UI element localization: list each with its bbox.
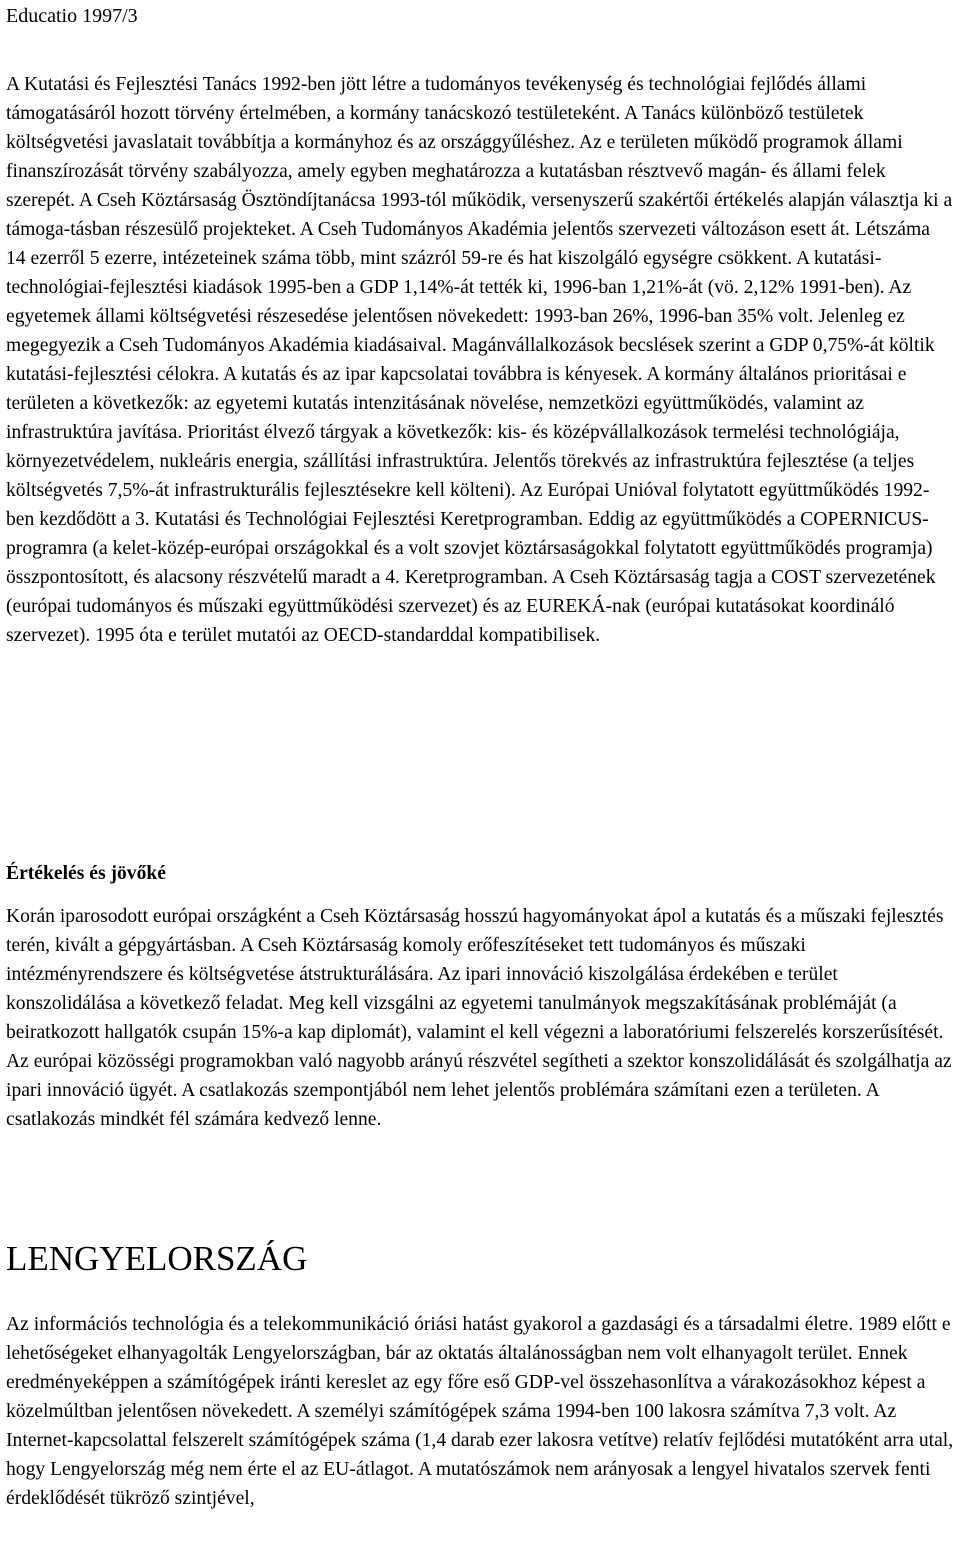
- body-paragraph-1: A Kutatási és Fejlesztési Tanács 1992-ben jött létre a tudományos tevékenység és technológiai fejlődés állami támogatásáról hozott törvény értelmében, a kormány tanácskozó testületeként. A Tanács különböző testületek költségvetési javaslatait továbbítja a kormányhoz és az országgyűléshez. Az e területen működő programok állami finanszírozását törvény szabályozza, amely egyben meghatározza a kutatásban résztvevő magán- és állami felek szerepét. A Cseh Köztársaság Ösztöndíjtanácsa 1993-tól működik, versenyszerű szakértői értékelés alapján választja ki a támoga-tásban részesülő projekteket. A Cseh Tudományos Akadémia jelentős szervezeti változáson esett át. Létszáma 14 ezerről 5 ezerre, intézeteinek száma több, mint százról 59-re és hat kiszolgáló egységre csökkent. A kutatási-technológiai-fejlesztési kiadások 1995-ben a GDP 1,14%-át tették ki, 1996-ban 1,21%-át (vö. 2,12% 1991-ben). Az egyetemek állami költségvetési részesedése jelentősen növekedett: 1993-ban 26%, 1996-ban 35% volt. Jelenleg ez megegyezik a Cseh Tudományos Akadémia kiadásaival. Magánvállalkozások becslések szerint a GDP 0,75%-át költik kutatási-fejlesztési célokra. A kutatás és az ipar kapcsolatai továbbra is kényesek. A kormány általános prioritásai e területen a következők: az egyetemi kutatás intenzitásának növelése, nemzetközi együttműködés, valamint az infrastruktúra javítása. Prioritást élvező tárgyak a következők: kis- és középvállalkozások termelési technológiája, környezetvédelem, nukleáris energia, szállítási infrastruktúra. Jelentős törekvés az infrastruktúra fejlesztése (a teljes költségvetés 7,5%-át infrastrukturális fejlesztésekre kell költeni). Az Európai Unióval folytatott együttműködés 1992-ben kezdődött a 3. Kutatási és Technológiai Fejlesztési Keretprogramban. Eddig az együttműködés a COPERNICUS-programra (a kelet-közép-európai országokkal és a volt szovjet köztársaságokkal folytatott együttműködés programja) összpontosított, és alacsony részvételű maradt a 4. Keretprogramban. A Cseh Köztársaság tagja a COST szervezetének (európai tudományos és műszaki együttműködési szervezet) és az EUREKÁ-nak (európai kutatásokat koordináló szervezet). 1995 óta e terület mutatói az OECD-standarddal kompatibilisek.: [6, 74, 953, 646]
- subheading-evaluation: Értékelés és jövőké: [6, 863, 166, 884]
- body-paragraph-2: Korán iparosodott európai országként a Cseh Köztársaság hosszú hagyományokat ápol a kutatás és a műszaki fejlesztés terén, kivált a gépgyártásban. A Cseh Köztársaság komoly erőfeszítéseket tett tudományos és műszaki intézményrendszere és költségvetése átstrukturálására. Az ipari innováció kiszolgálása érdekében e terület konszolidálása a következő feladat. Meg kell vizsgálni az egyetemi tanulmányok megszakításának problémáját (a beiratkozott hallgatók csupán 15%-a kap diplomát), valamint el kell végezni a laboratóriumi felszerelés korszerűsítését. Az európai közösségi programokban való nagyobb arányú részvétel segítheti a szektor konszolidálását és szolgálhatja az ipari innováció ügyét. A csatlakozás szempontjából nem lehet jelentős problémára számítani ezen a területen. A csatlakozás mindkét fél számára kedvező lenne.: [6, 906, 952, 1130]
- body-paragraph-3: Az információs technológia és a telekommunikáció óriási hatást gyakorol a gazdasági és a társadalmi életre. 1989 előtt e lehetőségeket elhanyagolták Lengyelországban, bár az oktatás általánosságban nem volt elhanyagolt terület. Ennek eredményeképpen a számítógépek iránti kereslet az egy főre eső GDP-vel összehasonlítva a várakozásokhoz képest a közelmúltban jelentősen növekedett. A személyi számítógépek száma 1994-ben 100 lakosra számítva 7,3 volt. Az Internet-kapcsolattal felszerelt számítógépek száma (1,4 darab ezer lakosra vetítve) relatív fejlődési mutatóként arra utal, hogy Lengyelország még nem érte el az EU-átlagot. A mutatószámok nem arányosak a lengyel hivatalos szervek fenti érdeklődését tükröző szintjével,: [6, 1314, 954, 1509]
- running-header: Educatio 1997/3: [6, 5, 138, 27]
- section-heading-poland: LENGYELORSZÁG: [6, 1239, 308, 1278]
